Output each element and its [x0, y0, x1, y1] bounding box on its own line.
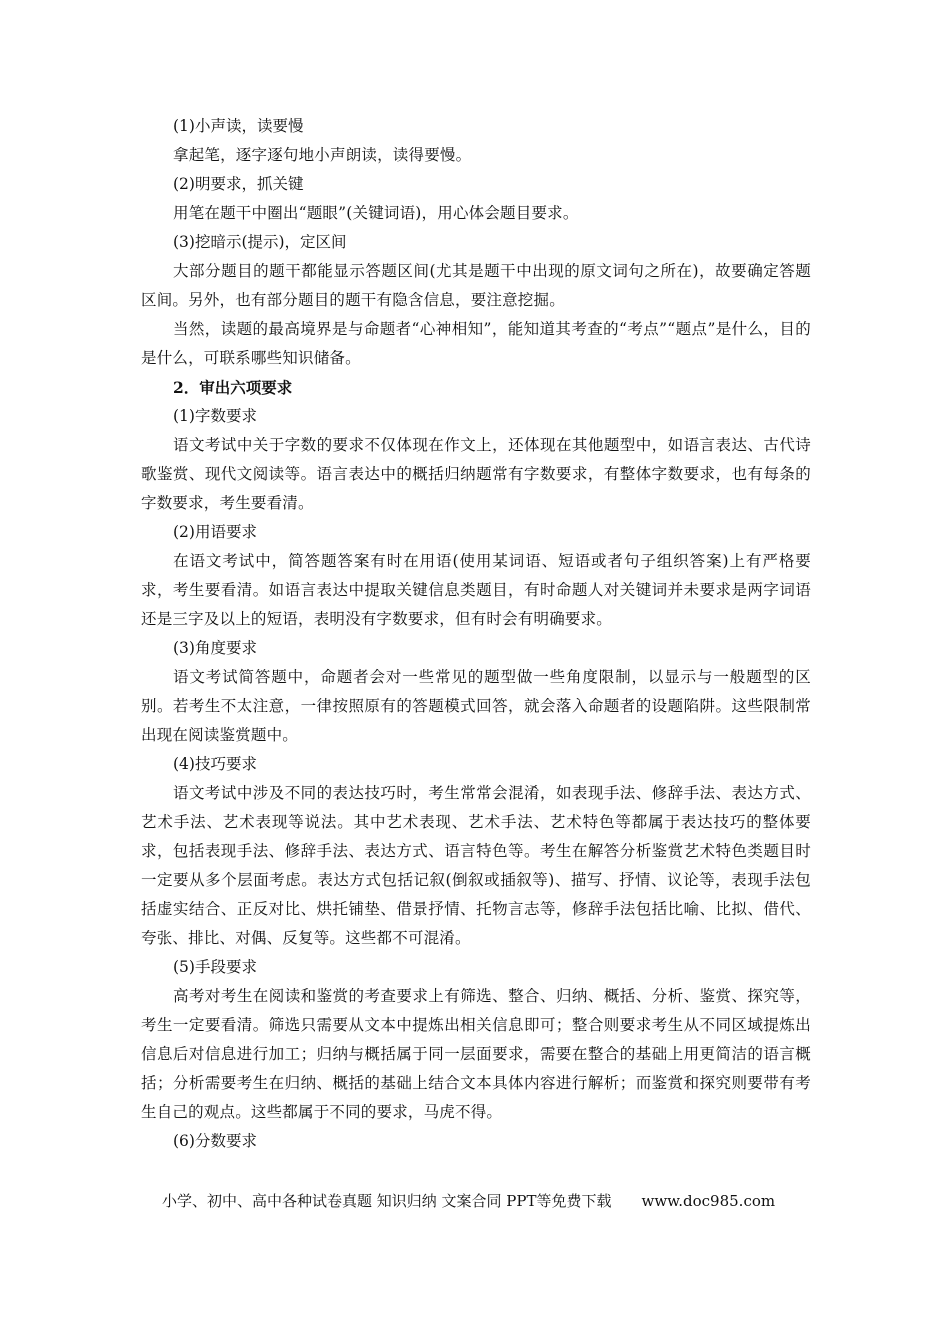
subheading-technique: (4)技巧要求 — [173, 755, 257, 773]
subheading-method: (5)手段要求 — [173, 958, 257, 976]
paragraph: 在语文考试中，简答题答案有时在用语(使用某词语、短语或者句子组织答案)上有严格要求，考生要看清。如语言表达中提取关键信息类题目，有时命题人对关键词并未要求是两字词语还是三字及以上的短语，表明没有字数要求，但有时会有明确要求。 — [141, 552, 811, 628]
paragraph: 语文考试中关于字数的要求不仅体现在作文上，还体现在其他题型中，如语言表达、古代诗歌鉴赏、现代文阅读等。语言表达中的概括归纳题常有字数要求，有整体字数要求，也有每条的字数要求，考生要看清。 — [141, 436, 811, 512]
document-body — [141, 112, 811, 1156]
subheading-wording: (2)用语要求 — [173, 523, 257, 541]
subheading-score: (6)分数要求 — [173, 1132, 257, 1150]
page-footer — [162, 1190, 822, 1212]
paragraph: 大部分题目的题干都能显示答题区间(尤其是题干中出现的原文词句之所在)，故要确定答题区间。另外，也有部分题目的题干有隐含信息，要注意挖掘。 — [141, 262, 811, 309]
section-heading-1: (1)小声读，读要慢 — [173, 117, 304, 135]
major-heading: 2．审出六项要求 — [173, 378, 293, 397]
section-heading-3: (3)挖暗示(提示)，定区间 — [173, 233, 347, 251]
subheading-angle: (3)角度要求 — [173, 639, 257, 657]
paragraph: 高考对考生在阅读和鉴赏的考查要求上有筛选、整合、归纳、概括、分析、鉴赏、探究等，考生一定要看清。筛选只需要从文本中提炼出相关信息即可；整合则要求考生从不同区域提炼出信息后对信息进行加工；归纳与概括属于同一层面要求，需要在整合的基础上用更简洁的语言概括；分析需要考生在归纳、概括的基础上结合文本具体内容进行解析；而鉴赏和探究则要带有考生自己的观点。这些都属于不同的要求，马虎不得。 — [141, 987, 811, 1121]
footer-url-link[interactable]: www.doc985.com — [641, 1192, 776, 1210]
section-heading-2: (2)明要求，抓关键 — [173, 175, 304, 193]
subheading-word-count: (1)字数要求 — [173, 407, 257, 425]
paragraph: 拿起笔，逐字逐句地小声朗读，读得要慢。 — [173, 146, 472, 164]
paragraph: 当然，读题的最高境界是与命题者“心神相知”，能知道其考查的“考点”“题点”是什么，目的是什么，可联系哪些知识储备。 — [141, 320, 811, 367]
paragraph: 语文考试中涉及不同的表达技巧时，考生常常会混淆，如表现手法、修辞手法、表达方式、艺术手法、艺术表现等说法。其中艺术表现、艺术手法、艺术特色等都属于表达技巧的整体要求，包括表现手法、修辞手法、表达方式、语言特色等。考生在解答分析鉴赏艺术特色类题目时一定要从多个层面考虑。表达方式包括记叙(倒叙或插叙等)、描写、抒情、议论等，表现手法包括虚实结合、正反对比、烘托铺垫、借景抒情、托物言志等，修辞手法包括比喻、比拟、借代、夸张、排比、对偶、反复等。这些都不可混淆。 — [141, 784, 811, 947]
paragraph: 语文考试简答题中，命题者会对一些常见的题型做一些角度限制，以显示与一般题型的区别。若考生不太注意，一律按照原有的答题模式回答，就会落入命题者的设题陷阱。这些限制常出现在阅读鉴赏题中。 — [141, 668, 811, 744]
paragraph: 用笔在题干中圈出“题眼”(关键词语)，用心体会题目要求。 — [173, 204, 579, 222]
footer-text: 小学、初中、高中各种试卷真题 知识归纳 文案合同 PPT等免费下载 — [162, 1192, 612, 1210]
